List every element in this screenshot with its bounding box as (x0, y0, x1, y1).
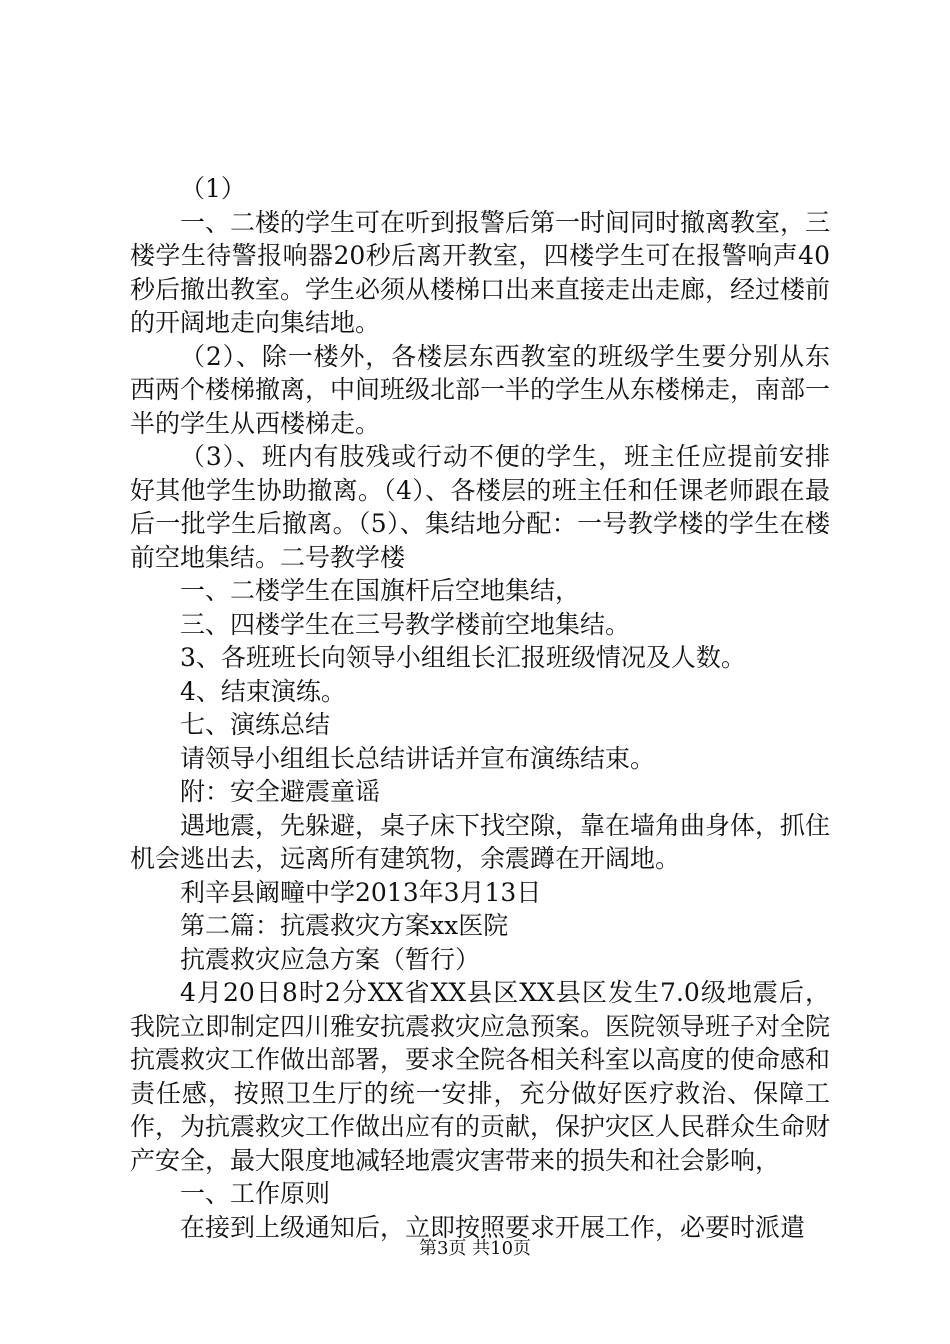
paragraph-6: 三、四楼学生在三号教学楼前空地集结。 (180, 609, 631, 639)
paragraph-10: 请领导小组组长总结讲话并宣布演练结束。 (180, 743, 656, 773)
paragraph-16: 4月20日8时2分XX省XX县区XX县区发生7.0级地震后，我院立即制定四川雅安抗震救灾应急预案。医院领导班子对全院抗震救灾工作做出部署，要求全院各相关科室以高度的使命感和责任感，按照卫生厅的统一安排，充分做好医疗救治、保障工作，为抗震救灾工作做出应有的贡献，保护灾区人民群众生命财产安全，最大限度地减轻地震灾害带来的损失和社会影响， (130, 978, 831, 1175)
plan-title: 抗震救灾应急方案（暂行） (180, 944, 481, 974)
paragraph-1: （1） (180, 174, 246, 203)
signature-line: 利辛县阚疃中学2013年3月13日 (180, 877, 542, 907)
paragraph-18: 在接到上级通知后，立即按照要求开展工作，必要时派遣 (180, 1212, 806, 1242)
section-heading-summary: 七、演练总结 (180, 710, 331, 739)
paragraph-5: 一、二楼学生在国旗杆后空地集结， (180, 576, 581, 605)
page-footer: 第3页 共10页 (418, 1238, 532, 1259)
document-body (0, 172, 950, 1244)
paragraph-4: （3）、班内有肢残或行动不便的学生，班主任应提前安排好其他学生协助撤离。（4）、各楼层的班主任和任课老师跟在最后一批学生后撤离。（5）、集结地分配：一号教学楼的学生在楼前空地集结。二号教学楼 (130, 442, 830, 572)
paragraph-2: 一、二楼的学生可在听到报警后第一时间同时撤离教室，三楼学生待警报响器20秒后离开教室，四楼学生可在报警响声40秒后撤出教室。学生必须从楼梯口出来直接走出走廊，经过楼前的开阔地走向集结地。 (130, 207, 831, 337)
paragraph-7: 3、各班班长向领导小组组长汇报班级情况及人数。 (180, 643, 746, 672)
section-heading-principles: 一、工作原则 (180, 1179, 331, 1208)
paragraph-8: 4、结束演练。 (180, 676, 346, 706)
chapter-heading: 第二篇：抗震救灾方案xx医院 (180, 911, 509, 940)
paragraph-3: （2）、除一楼外，各楼层东西教室的班级学生要分别从东西两个楼梯撤离，中间班级北部一半的学生从东楼梯走，南部一半的学生从西楼梯走。 (130, 341, 831, 438)
appendix-rhyme: 遇地震，先躲避，桌子床下找空隙，靠在墙角曲身体，抓住机会逃出去，远离所有建筑物，余震蹲在开阔地。 (130, 810, 831, 873)
appendix-heading: 附：安全避震童谣 (180, 777, 381, 806)
